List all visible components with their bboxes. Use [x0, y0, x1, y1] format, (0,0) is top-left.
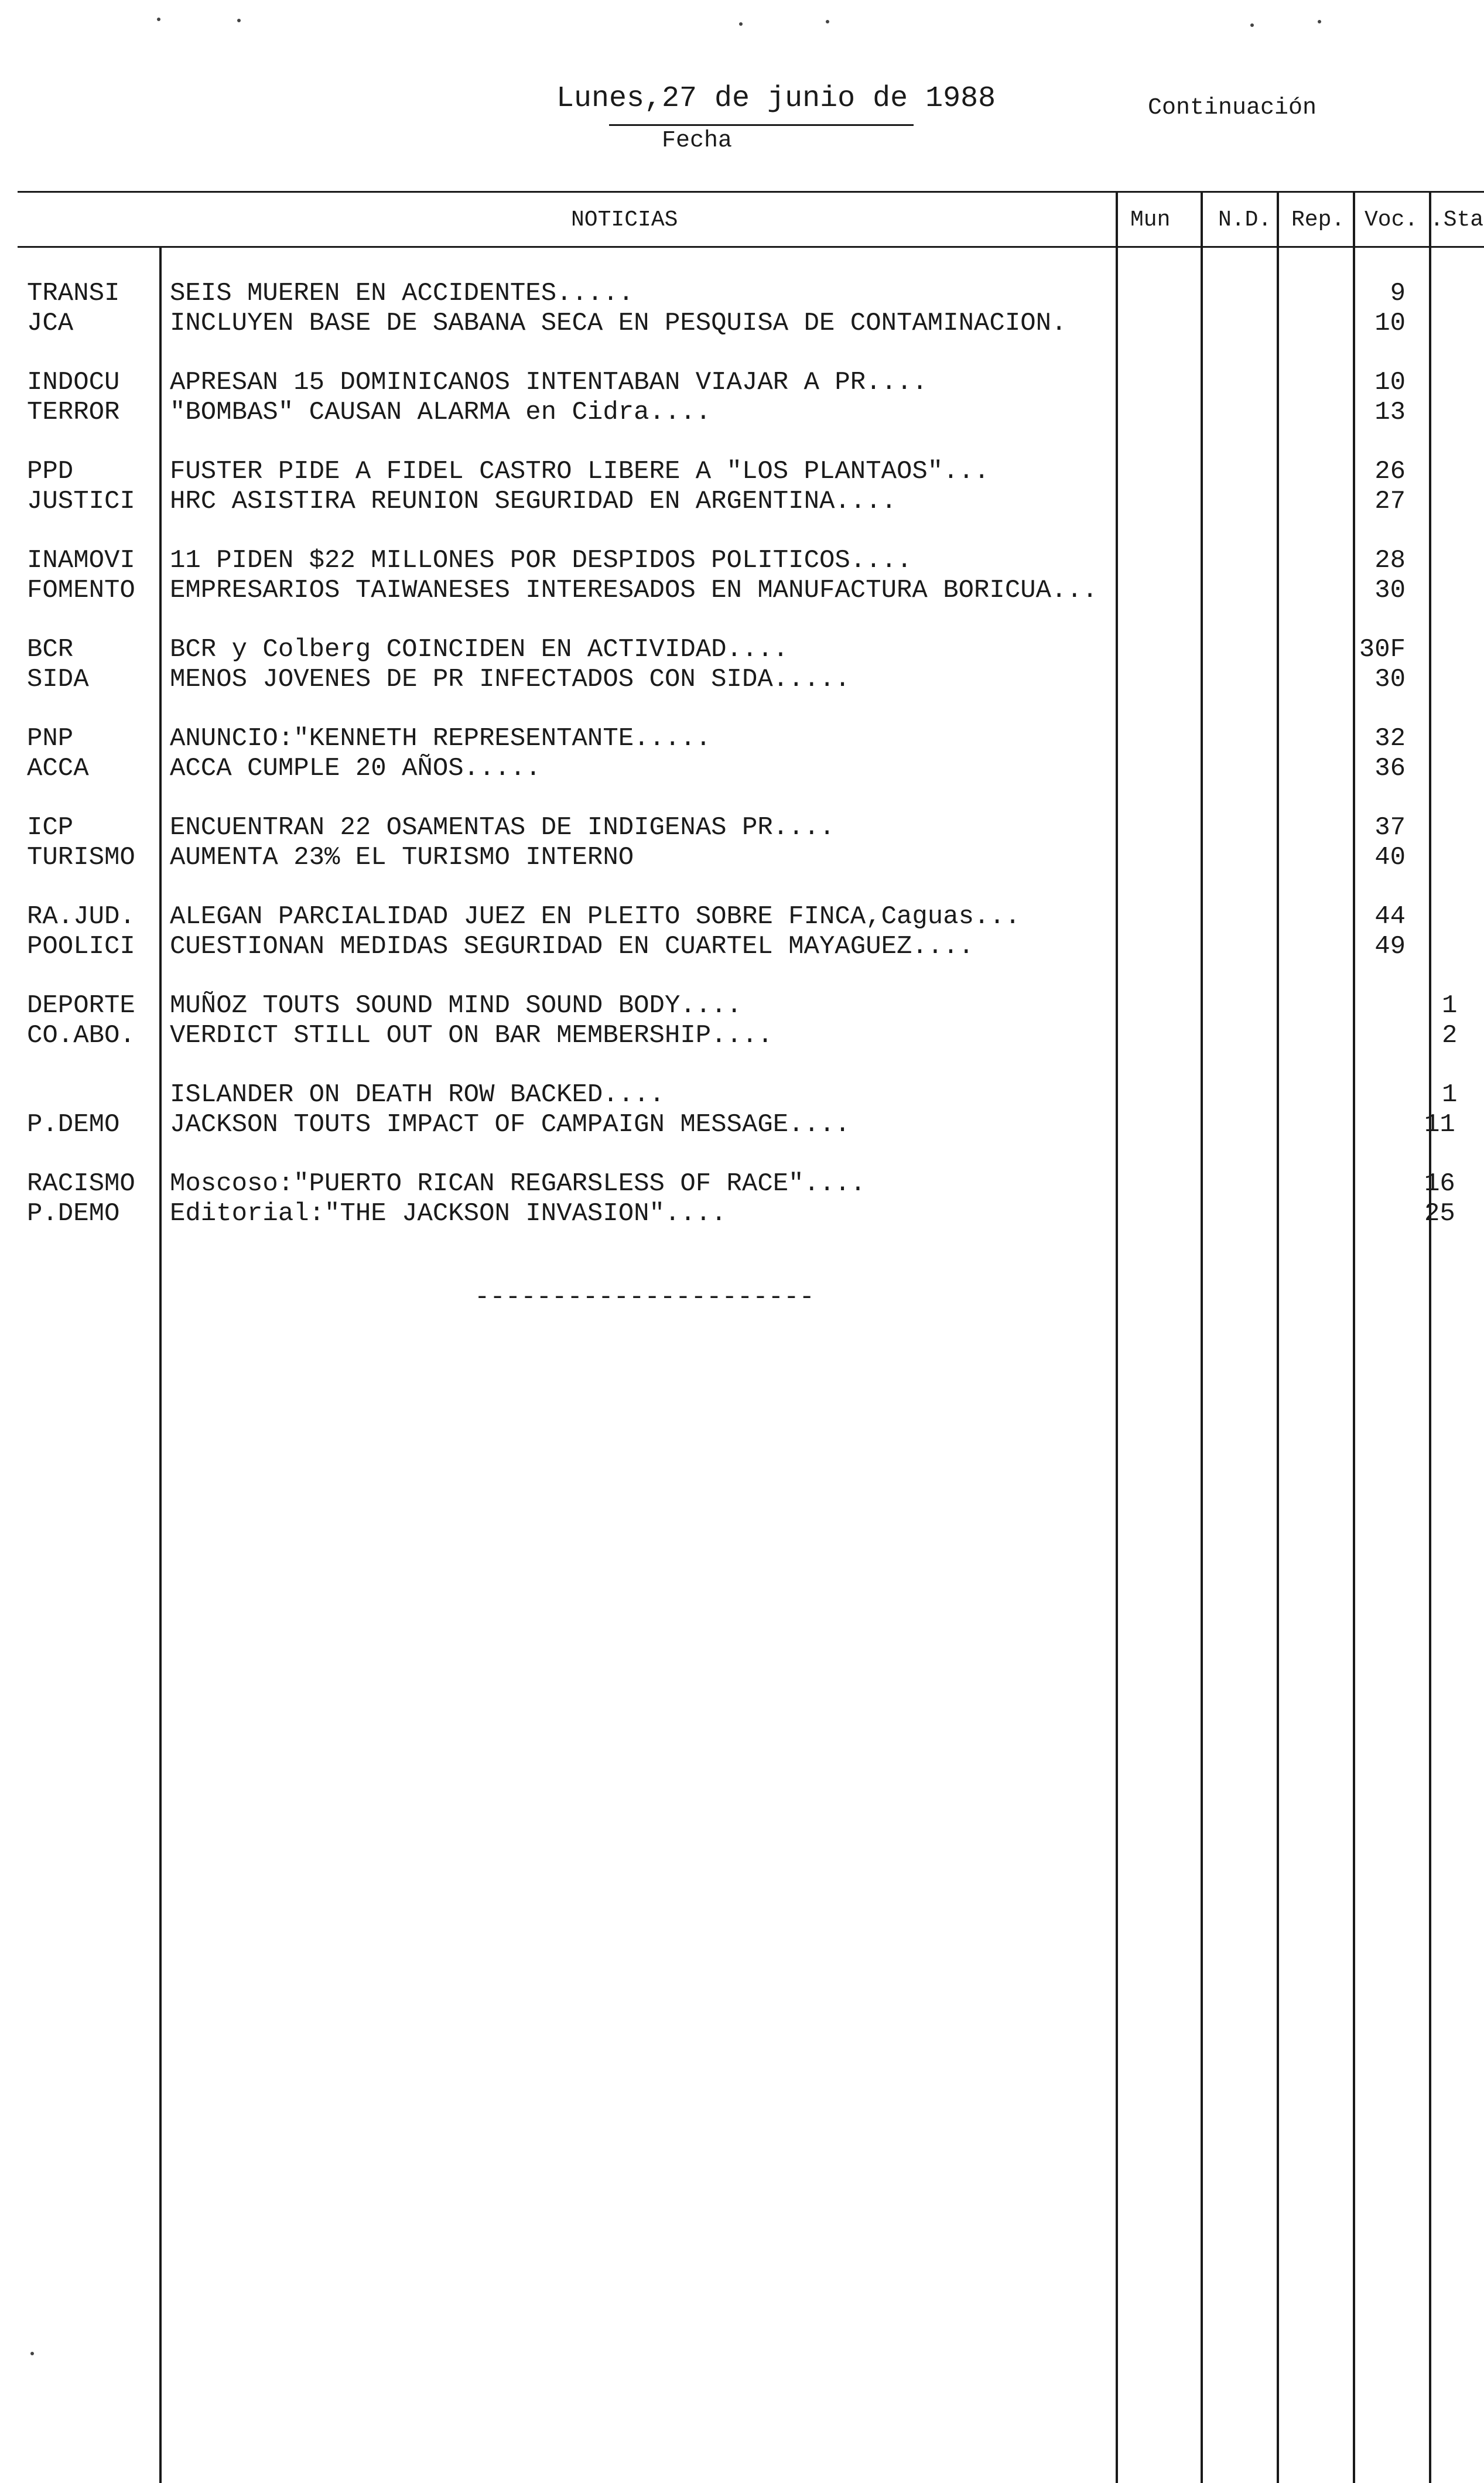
row-code: ACCA: [27, 754, 89, 783]
row-code: RACISMO: [27, 1169, 135, 1198]
row-voc: 30: [1374, 576, 1406, 605]
header-mun: Mun: [1130, 207, 1171, 233]
row-voc: 26: [1374, 457, 1406, 486]
row-voc: 10: [1374, 368, 1406, 397]
row-title: ALEGAN PARCIALIDAD JUEZ EN PLEITO SOBRE FINCA,Caguas...: [170, 902, 1021, 931]
row-title: APRESAN 15 DOMINICANOS INTENTABAN VIAJAR A PR....: [170, 368, 928, 397]
row-voc: 49: [1374, 932, 1406, 961]
row-sta: 2: [1442, 1021, 1458, 1050]
row-code: INDOCU: [27, 368, 120, 397]
row-voc: 44: [1374, 902, 1406, 931]
row-title: HRC ASISTIRA REUNION SEGURIDAD EN ARGENTINA....: [170, 487, 897, 516]
row-voc: 30: [1374, 665, 1406, 694]
row-title: 11 PIDEN $22 MILLONES POR DESPIDOS POLITICOS....: [170, 546, 912, 575]
column-divider-mun: [1116, 191, 1118, 2483]
table-header-rule: [18, 246, 1484, 248]
row-voc: 32: [1374, 724, 1406, 753]
row-code: JCA: [27, 309, 74, 338]
row-code: JUSTICI: [27, 487, 135, 516]
row-title: Editorial:"THE JACKSON INVASION"....: [170, 1199, 727, 1228]
row-title: ANUNCIO:"KENNETH REPRESENTANTE.....: [170, 724, 712, 753]
end-separator: ----------------------: [474, 1283, 815, 1312]
row-code: CO.ABO.: [27, 1021, 135, 1050]
continuation-label: Continuación: [1148, 95, 1317, 121]
row-code: TURISMO: [27, 843, 135, 872]
header-sta: .Sta: [1430, 207, 1484, 233]
row-title: VERDICT STILL OUT ON BAR MEMBERSHIP....: [170, 1021, 773, 1050]
row-code: TRANSI: [27, 279, 120, 308]
scan-speck: [1250, 23, 1254, 27]
row-code: P.DEMO: [27, 1110, 120, 1139]
table-top-rule: [18, 191, 1484, 193]
row-title: BCR y Colberg COINCIDEN EN ACTIVIDAD....: [170, 635, 789, 664]
row-code: DEPORTE: [27, 991, 135, 1020]
row-code: ICP: [27, 813, 74, 842]
row-voc: 27: [1374, 487, 1406, 516]
row-title: "BOMBAS" CAUSAN ALARMA en Cidra....: [170, 398, 712, 427]
column-divider-code: [159, 247, 162, 2483]
row-code: FOMENTO: [27, 576, 135, 605]
row-voc: 9: [1390, 279, 1406, 308]
row-voc: 10: [1374, 309, 1406, 338]
row-title: INCLUYEN BASE DE SABANA SECA EN PESQUISA DE CONTAMINACION.: [170, 309, 1067, 338]
row-code: PPD: [27, 457, 74, 486]
row-voc: 37: [1374, 813, 1406, 842]
row-voc: 36: [1374, 754, 1406, 783]
row-sta: 25: [1424, 1199, 1455, 1228]
column-divider-rep: [1277, 191, 1279, 2483]
column-divider-sta: [1429, 191, 1431, 2483]
scan-speck: [157, 18, 160, 21]
row-sta: 11: [1424, 1110, 1455, 1139]
row-code: BCR: [27, 635, 74, 664]
row-sta: 16: [1424, 1169, 1455, 1198]
row-sta: 1: [1442, 1080, 1458, 1109]
scan-speck: [826, 20, 829, 23]
date-underline: [609, 124, 914, 126]
date-label: Fecha: [662, 128, 733, 154]
header-rep: Rep.: [1291, 207, 1345, 233]
row-code: INAMOVI: [27, 546, 135, 575]
row-code: TERROR: [27, 398, 120, 427]
row-code: POOLICI: [27, 932, 135, 961]
row-code: RA.JUD.: [27, 902, 135, 931]
row-voc: 13: [1374, 398, 1406, 427]
row-voc: 40: [1374, 843, 1406, 872]
header-voc: Voc.: [1365, 207, 1418, 233]
row-title: ACCA CUMPLE 20 AÑOS.....: [170, 754, 541, 783]
row-title: SEIS MUEREN EN ACCIDENTES.....: [170, 279, 634, 308]
row-title: JACKSON TOUTS IMPACT OF CAMPAIGN MESSAGE....: [170, 1110, 850, 1139]
header-nd: N.D.: [1218, 207, 1272, 233]
scan-speck: [1318, 20, 1321, 23]
row-title: ENCUENTRAN 22 OSAMENTAS DE INDIGENAS PR....: [170, 813, 835, 842]
row-title: FUSTER PIDE A FIDEL CASTRO LIBERE A "LOS PLANTAOS"...: [170, 457, 990, 486]
row-title: Moscoso:"PUERTO RICAN REGARSLESS OF RACE"....: [170, 1169, 866, 1198]
header-noticias: NOTICIAS: [571, 207, 678, 233]
row-voc: 28: [1374, 546, 1406, 575]
row-title: EMPRESARIOS TAIWANESES INTERESADOS EN MANUFACTURA BORICUA...: [170, 576, 1098, 605]
row-title: CUESTIONAN MEDIDAS SEGURIDAD EN CUARTEL MAYAGUEZ....: [170, 932, 974, 961]
column-divider-nd: [1201, 191, 1203, 2483]
row-voc: 30F: [1359, 635, 1406, 664]
row-title: AUMENTA 23% EL TURISMO INTERNO: [170, 843, 634, 872]
row-code: P.DEMO: [27, 1199, 120, 1228]
column-divider-voc: [1353, 191, 1355, 2483]
row-sta: 1: [1442, 991, 1458, 1020]
scan-speck: [30, 2352, 34, 2355]
row-title: MENOS JOVENES DE PR INFECTADOS CON SIDA.....: [170, 665, 850, 694]
row-code: PNP: [27, 724, 74, 753]
row-title: MUÑOZ TOUTS SOUND MIND SOUND BODY....: [170, 991, 742, 1020]
scan-speck: [237, 19, 241, 22]
scan-speck: [739, 22, 743, 26]
page-date: Lunes,27 de junio de 1988: [556, 82, 996, 115]
row-title: ISLANDER ON DEATH ROW BACKED....: [170, 1080, 665, 1109]
row-code: SIDA: [27, 665, 89, 694]
